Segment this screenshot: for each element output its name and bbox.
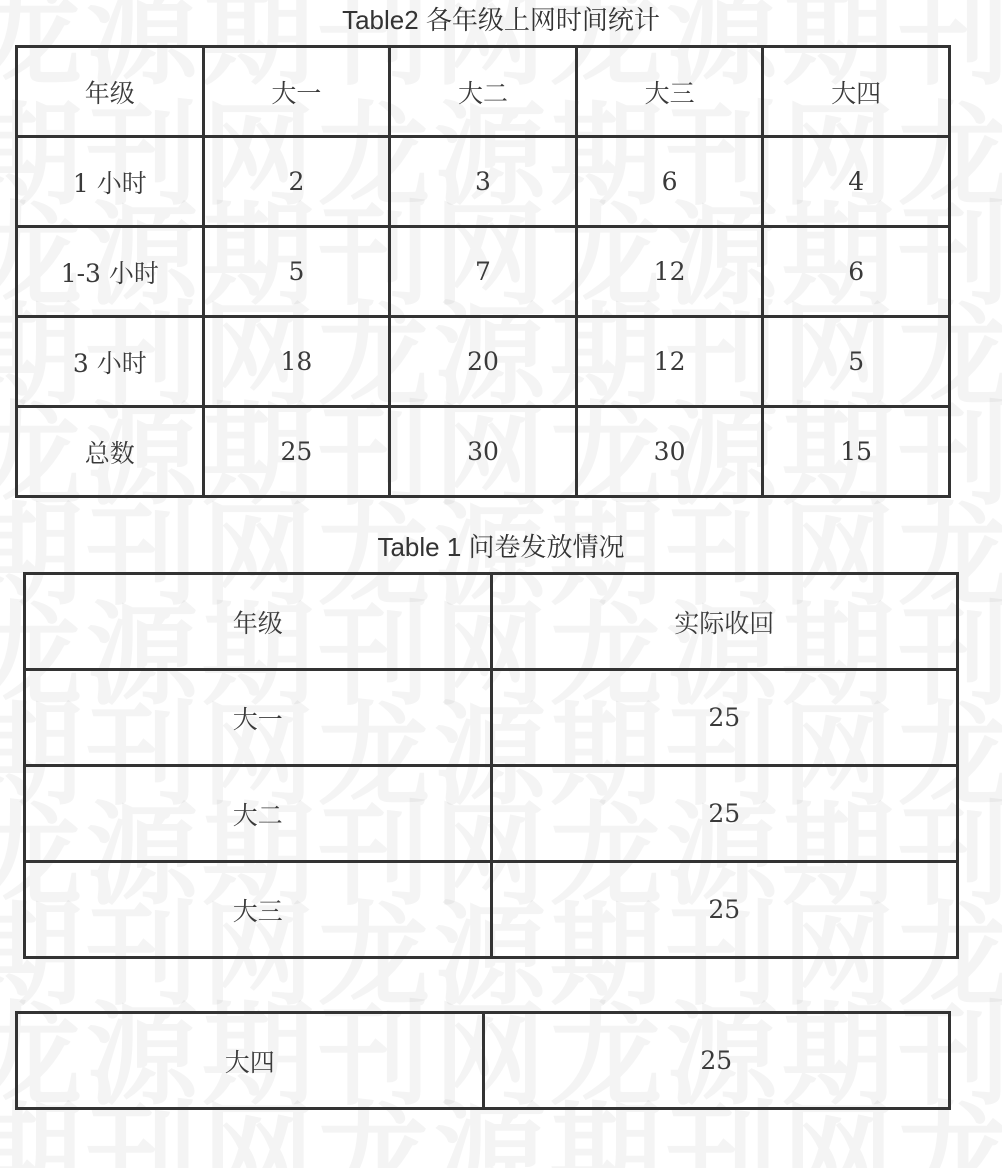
row-label-cell: 大二 (25, 766, 492, 862)
table-cell: 18 (203, 317, 390, 407)
table-cell: 5 (203, 227, 390, 317)
table-cell: 25 (203, 407, 390, 497)
table-cell: 7 (390, 227, 577, 317)
table-row (25, 766, 958, 862)
table-row (25, 862, 958, 958)
table-row (17, 407, 950, 497)
header-cell: 大三 (576, 47, 763, 137)
table-header-row (17, 47, 950, 137)
table-cell: 20 (390, 317, 577, 407)
questionnaire-table-continued (15, 1011, 951, 1110)
row-label-cell: 3 小时 (17, 317, 204, 407)
table-cell: 25 (491, 670, 958, 766)
table-cell: 4 (763, 137, 950, 227)
table-cell: 6 (763, 227, 950, 317)
table-cell: 2 (203, 137, 390, 227)
table-row (17, 137, 950, 227)
table-cell: 25 (483, 1013, 950, 1109)
row-label-cell: 1 小时 (17, 137, 204, 227)
table1-caption: Table 1 问卷发放情况 (377, 532, 625, 562)
header-cell: 大二 (390, 47, 577, 137)
watermark-row (0, 1100, 1002, 1168)
table-cell: 15 (763, 407, 950, 497)
table2-caption: Table2 各年级上网时间统计 (342, 5, 660, 35)
header-cell: 年级 (25, 574, 492, 670)
table-cell: 30 (576, 407, 763, 497)
row-label-cell: 总数 (17, 407, 204, 497)
row-label-cell: 1-3 小时 (17, 227, 204, 317)
table-cell: 25 (491, 862, 958, 958)
table-row (17, 317, 950, 407)
table-cell: 6 (576, 137, 763, 227)
internet-time-table (15, 45, 951, 498)
table-cell: 3 (390, 137, 577, 227)
header-cell: 年级 (17, 47, 204, 137)
header-cell: 实际收回 (491, 574, 958, 670)
header-cell: 大四 (763, 47, 950, 137)
table-cell: 12 (576, 317, 763, 407)
row-label-cell: 大三 (25, 862, 492, 958)
questionnaire-table (23, 572, 959, 959)
table-row (25, 670, 958, 766)
table-row (17, 1013, 950, 1109)
table-row (17, 227, 950, 317)
table-header-row (25, 574, 958, 670)
header-cell: 大一 (203, 47, 390, 137)
row-label-cell: 大一 (25, 670, 492, 766)
table-cell: 30 (390, 407, 577, 497)
table-cell: 12 (576, 227, 763, 317)
table-cell: 5 (763, 317, 950, 407)
row-label-cell: 大四 (17, 1013, 484, 1109)
table-cell: 25 (491, 766, 958, 862)
